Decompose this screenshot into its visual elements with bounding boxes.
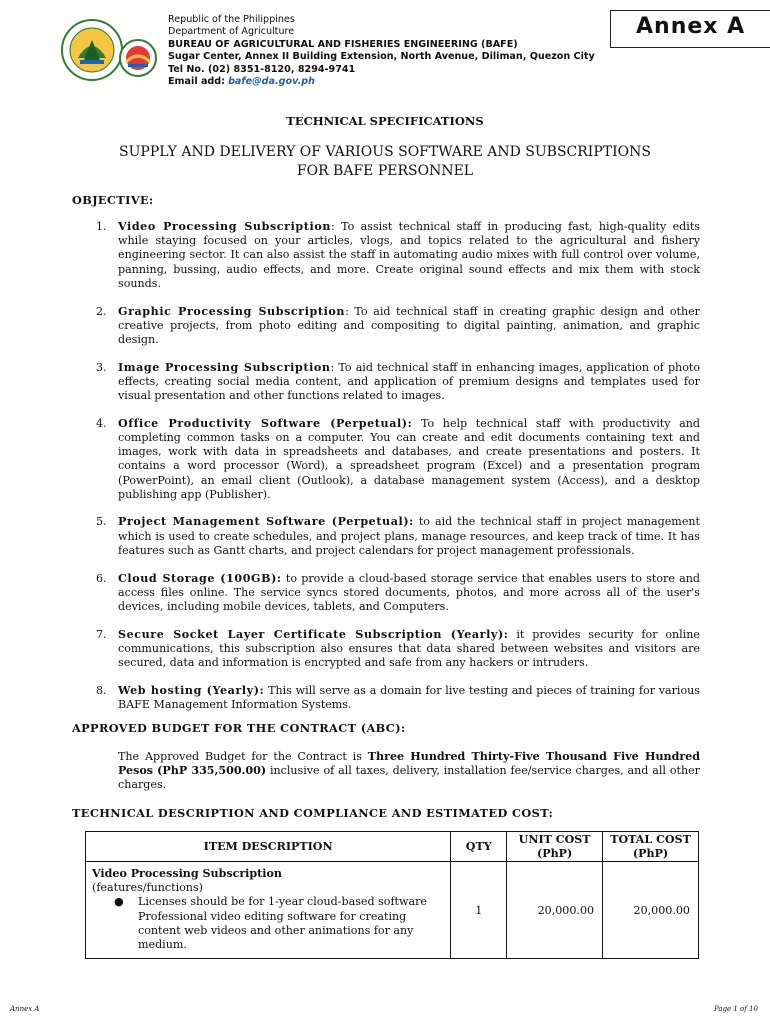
item-label: Video Processing Subscription [118,220,331,233]
department-line: Department of Agriculture [168,26,295,38]
item-text: it provides security for online communications, this subscription also ensures that data shared between websites and visitors are secured, data and information is encrypted and safe from any hackers or intruders. [118,627,700,670]
annex-label: Annex A [636,14,746,39]
objective-item [72,220,700,291]
item-text: To aid technical staff in enhancing images, application of photo effects, creating social media content, and application of premium designs and templates used for visual presentation and other functions related to images. [118,360,701,403]
abc-paragraph [118,750,700,793]
item-number: 6. [96,571,107,585]
email-link[interactable]: bafe@da.gov.ph [228,76,315,88]
address-line: Sugar Center, Annex II Building Extension, North Avenue, Diliman, Quezon City [168,51,595,63]
telephone-line: Tel No. (02) 8351-8120, 8294-9741 [168,63,356,75]
item-number: 7. [96,627,107,641]
item-label: Web hosting (Yearly): [118,683,265,697]
objective-item [72,628,700,671]
column-header-total-cost: TOTAL COST (PhP) [603,832,699,862]
republic-line: Republic of the Philippines [168,14,295,25]
title-line-2: FOR BAFE PERSONNEL [296,163,474,179]
item-separator: : [345,304,349,318]
item-label: Image Processing Subscription [118,360,331,374]
total-cost-cell: 20,000.00 [603,862,699,959]
item-label: Project Management Software (Perpetual): [118,515,414,529]
item-text: To assist technical staff in producing fast, high-quality edits while staying focused on your articles, vlogs, and topics related to the agricultural and fishery engineering sector. It can also assist the staff in automating audio mixes with full control over volume, panning, bussing, audio effects, and more. Create original sound effects and mix them with stock sounds. [118,220,700,290]
column-header-item-description: ITEM DESCRIPTION [86,832,451,862]
abc-amount: Three Hundred Thirty-Five Thousand Five Hundred Pesos (PhP 335,500.00) [118,750,700,778]
item-number: 1. [96,220,107,233]
objective-list [72,220,700,726]
item-separator: : [330,360,335,374]
item-description-cell [86,862,451,959]
item-text: to provide a cloud-based storage service that enables users to store and access files online. The service syncs stored documents, photos, and more across all of the user's devices, including mobile devices, tablets, and Computers. [118,571,700,613]
item-number: 4. [96,416,107,430]
item-label: Graphic Processing Subscription [118,304,346,318]
footer-page-number: Page 1 of 10 [713,1005,758,1013]
item-number: 3. [96,360,107,374]
table-header-row [86,832,699,862]
objective-item [72,515,700,558]
title-line-1: SUPPLY AND DELIVERY OF VARIOUS SOFTWARE AND SUBSCRIPTIONS [119,144,651,160]
item-number: 8. [96,683,107,697]
item-label: Cloud Storage (100GB): [118,571,282,585]
item-text: To help technical staff with productivity and completing common tasks on a computer. You can create and edit documents containing text and images, work with data in spreadsheets and databases, and create presentations and posters. It contains a word processor (Word), a spreadsheet program (Excel) and a presentation program (PowerPoint), an email client (Outlook), a database management system (Access), and a desktop publishing app (Publisher). [118,416,700,501]
email-line [168,76,595,88]
bureau-line: BUREAU OF AGRICULTURAL AND FISHERIES ENGINEERING (BAFE) [168,38,518,50]
item-subtitle: (features/functions) [92,881,203,895]
footer-left: Annex A [10,1005,40,1013]
item-number: 2. [96,304,107,318]
qty-cell: 1 [451,862,507,959]
item-bullet-text: Licenses should be for 1-year cloud-based software Professional video editing software for creating content web videos and other animations for any medium. [138,895,427,952]
unit-cost-cell: 20,000.00 [507,862,603,959]
objective-item [72,361,700,404]
objective-item [72,684,700,712]
item-text: This will serve as a domain for live testing and pieces of training for various BAFE Management Information Systems. [118,683,700,711]
email-label: Email add: [168,76,225,88]
table-row [86,862,699,959]
item-number: 5. [96,515,107,529]
technical-specifications-heading: TECHNICAL SPECIFICATIONS [286,114,484,128]
objective-item [72,572,700,615]
objective-item [72,305,700,348]
item-label: Office Productivity Software (Perpetual): [118,416,413,430]
objective-heading: OBJECTIVE: [72,193,154,207]
abc-heading: APPROVED BUDGET FOR THE CONTRACT (ABC): [72,721,406,735]
document-title [0,143,770,181]
item-text: to aid the technical staff in project management which is used to create schedules, and project plans, manage resources, and keep track of time. It has features such as Gantt charts, and project calendars for project management professionals. [118,515,700,557]
department-of-agriculture-logo [60,14,160,84]
column-header-unit-cost: UNIT COST (PhP) [507,832,603,862]
item-label: Secure Socket Layer Certificate Subscription (Yearly): [118,627,509,641]
item-title: Video Processing Subscription [92,867,282,880]
objective-item [72,417,700,502]
cost-table [85,831,699,959]
bullet-icon: ● [114,895,124,909]
abc-post-text: inclusive of all taxes, delivery, installation fee/service charges, and all other charges. [118,764,700,792]
item-separator: : [330,220,335,233]
abc-pre-text: The Approved Budget for the Contract is [118,750,368,763]
compliance-heading: TECHNICAL DESCRIPTION AND COMPLIANCE AND ESTIMATED COST: [72,806,554,820]
item-text: To aid technical staff in creating graphic design and other creative projects, from photo editing and compositing to digital painting, animation, and graphic design. [118,304,700,346]
column-header-qty: QTY [451,832,507,862]
agency-header [168,14,595,88]
item-bullet [92,895,444,952]
